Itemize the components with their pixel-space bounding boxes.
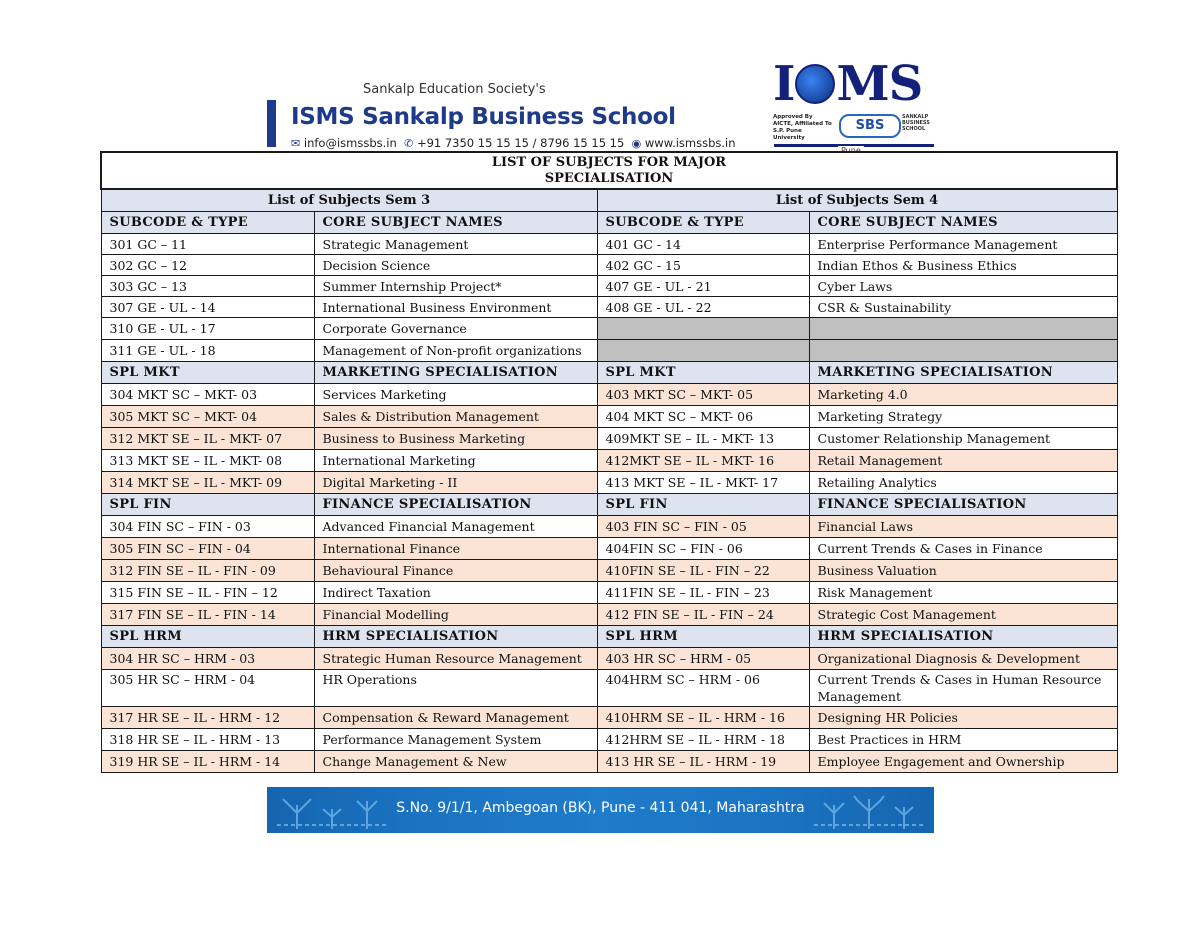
contact-website: www.ismssbs.in	[644, 136, 736, 150]
table-cell: Financial Modelling	[314, 604, 597, 626]
table-cell: 408 GE - UL - 22	[597, 297, 809, 318]
table-cell: 412HRM SE – IL - HRM - 18	[597, 729, 809, 751]
table-cell: Designing HR Policies	[809, 707, 1117, 729]
table-cell: Strategic Human Resource Management	[314, 648, 597, 670]
table-cell: Organizational Diagnosis & Development	[809, 648, 1117, 670]
table-cell: 314 MKT SE – IL - MKT- 09	[101, 472, 314, 494]
empty-cell	[597, 318, 809, 340]
contact-phone: +91 7350 15 15 15 / 8796 15 15 15	[416, 136, 625, 150]
table-cell: 304 HR SC – HRM - 03	[101, 648, 314, 670]
table-cell: Business Valuation	[809, 560, 1117, 582]
table-cell: 317 HR SE – IL - HRM - 12	[101, 707, 314, 729]
table-row	[101, 516, 1117, 538]
column-header: SUBCODE & TYPE	[597, 212, 809, 234]
section-header-cell: HRM SPECIALISATION	[314, 626, 597, 648]
table-cell: Compensation & Reward Management	[314, 707, 597, 729]
table-cell: Decision Science	[314, 255, 597, 276]
table-cell: Enterprise Performance Management	[809, 234, 1117, 255]
table-cell: Strategic Cost Management	[809, 604, 1117, 626]
table-cell: 413 MKT SE – IL - MKT- 17	[597, 472, 809, 494]
table-row	[101, 707, 1117, 729]
table-cell: Corporate Governance	[314, 318, 597, 340]
empty-cell	[809, 318, 1117, 340]
section-header-cell: SPL FIN	[101, 494, 314, 516]
table-cell: 402 GC - 15	[597, 255, 809, 276]
table-cell: 404FIN SC – FIN - 06	[597, 538, 809, 560]
table-cell: Sales & Distribution Management	[314, 406, 597, 428]
subjects-table	[100, 151, 1118, 773]
footer-right-decoration-icon	[814, 791, 924, 831]
table-cell: Management of Non-profit organizations	[314, 340, 597, 362]
table-title-row	[101, 152, 1117, 189]
email-icon: ✉	[291, 137, 301, 150]
table-cell: 412 FIN SE – IL - FIN – 24	[597, 604, 809, 626]
table-cell: 301 GC – 11	[101, 234, 314, 255]
sem3-heading: List of Subjects Sem 3	[101, 189, 597, 212]
section-header-hrm	[101, 626, 1117, 648]
table-title-line2: SPECIALISATION	[544, 171, 674, 186]
table-cell: 312 FIN SE – IL - FIN - 09	[101, 560, 314, 582]
section-header-cell: FINANCE SPECIALISATION	[314, 494, 597, 516]
table-cell: Advanced Financial Management	[314, 516, 597, 538]
table-cell: 313 MKT SE – IL - MKT- 08	[101, 450, 314, 472]
table-row	[101, 604, 1117, 626]
table-row	[101, 406, 1117, 428]
table-row	[101, 234, 1117, 255]
section-header-cell: SPL MKT	[597, 362, 809, 384]
table-cell: International Finance	[314, 538, 597, 560]
table-row	[101, 582, 1117, 604]
table-row	[101, 538, 1117, 560]
table-cell: 403 HR SC – HRM - 05	[597, 648, 809, 670]
table-row	[101, 255, 1117, 276]
isms-logo	[770, 56, 938, 155]
table-cell: Current Trends & Cases in Finance	[809, 538, 1117, 560]
table-cell: Business to Business Marketing	[314, 428, 597, 450]
table-row	[101, 276, 1117, 297]
table-row	[101, 472, 1117, 494]
table-cell: Current Trends & Cases in Human Resource Management	[809, 670, 1117, 707]
table-row	[101, 729, 1117, 751]
semester-row	[101, 189, 1117, 212]
table-cell: 403 FIN SC – FIN - 05	[597, 516, 809, 538]
table-cell: 305 MKT SC – MKT- 04	[101, 406, 314, 428]
school-name: ISMS Sankalp Business School	[291, 104, 676, 130]
table-cell: 412MKT SE – IL - MKT- 16	[597, 450, 809, 472]
table-row	[101, 428, 1117, 450]
table-row	[101, 670, 1117, 707]
section-header-cell: FINANCE SPECIALISATION	[809, 494, 1117, 516]
table-cell: 305 HR SC – HRM - 04	[101, 670, 314, 707]
section-header-mkt	[101, 362, 1117, 384]
section-header-cell: MARKETING SPECIALISATION	[809, 362, 1117, 384]
section-header-cell: SPL FIN	[597, 494, 809, 516]
section-header-cell: HRM SPECIALISATION	[809, 626, 1117, 648]
section-header-cell: SPL HRM	[101, 626, 314, 648]
table-cell: 404 MKT SC – MKT- 06	[597, 406, 809, 428]
table-cell: Marketing 4.0	[809, 384, 1117, 406]
logo-wordmark: I MS	[773, 56, 923, 112]
table-row	[101, 297, 1117, 318]
table-cell: Retail Management	[809, 450, 1117, 472]
phone-icon: ✆	[404, 137, 414, 150]
column-header: CORE SUBJECT NAMES	[809, 212, 1117, 234]
table-cell: Best Practices in HRM	[809, 729, 1117, 751]
table-cell: Change Management & New	[314, 751, 597, 773]
sem4-heading: List of Subjects Sem 4	[597, 189, 1117, 212]
table-cell: Customer Relationship Management	[809, 428, 1117, 450]
table-cell: Performance Management System	[314, 729, 597, 751]
contact-line	[291, 136, 736, 150]
table-cell: Behavioural Finance	[314, 560, 597, 582]
globe-icon: ◉	[631, 137, 642, 150]
table-cell: 409MKT SE – IL - MKT- 13	[597, 428, 809, 450]
table-cell: 410HRM SE – IL - HRM - 16	[597, 707, 809, 729]
table-cell: Marketing Strategy	[809, 406, 1117, 428]
table-cell: Services Marketing	[314, 384, 597, 406]
table-cell: 310 GE - UL - 17	[101, 318, 314, 340]
logo-sbs-subtitle: SANKALP BUSINESS SCHOOL	[902, 114, 930, 132]
table-cell: 305 FIN SC – FIN - 04	[101, 538, 314, 560]
table-cell: 319 HR SE – IL - HRM - 14	[101, 751, 314, 773]
table-cell: International Business Environment	[314, 297, 597, 318]
footer-banner	[267, 787, 934, 833]
table-cell: 315 FIN SE – IL - FIN – 12	[101, 582, 314, 604]
logo-approved-text: Approved By AICTE, Affiliated To S.P. Pune University	[773, 114, 832, 141]
table-cell: HR Operations	[314, 670, 597, 707]
table-title-line1: LIST OF SUBJECTS FOR MAJOR	[491, 155, 727, 170]
letterhead-accent-bar	[267, 100, 276, 147]
table-cell: 307 GE - UL - 14	[101, 297, 314, 318]
table-cell: 311 GE - UL - 18	[101, 340, 314, 362]
section-header-cell: SPL MKT	[101, 362, 314, 384]
table-cell: Indirect Taxation	[314, 582, 597, 604]
table-cell: 410FIN SE – IL - FIN – 22	[597, 560, 809, 582]
logo-sbs-badge: SBS	[839, 114, 901, 138]
table-row	[101, 318, 1117, 340]
table-cell: Employee Engagement and Ownership	[809, 751, 1117, 773]
table-cell: 312 MKT SE – IL - MKT- 07	[101, 428, 314, 450]
table-cell: 413 HR SE – IL - HRM - 19	[597, 751, 809, 773]
table-row	[101, 340, 1117, 362]
table-title	[101, 152, 1117, 189]
table-cell: 317 FIN SE – IL - FIN - 14	[101, 604, 314, 626]
table-cell: 401 GC - 14	[597, 234, 809, 255]
contact-email: info@ismssbs.in	[303, 136, 397, 150]
table-cell: 403 MKT SC – MKT- 05	[597, 384, 809, 406]
table-cell: 302 GC – 12	[101, 255, 314, 276]
table-cell: Indian Ethos & Business Ethics	[809, 255, 1117, 276]
table-cell: Digital Marketing - II	[314, 472, 597, 494]
column-header: SUBCODE & TYPE	[101, 212, 314, 234]
table-cell: CSR & Sustainability	[809, 297, 1117, 318]
section-header-cell: SPL HRM	[597, 626, 809, 648]
society-name: Sankalp Education Society's	[363, 82, 546, 97]
table-cell: 404HRM SC – HRM - 06	[597, 670, 809, 707]
table-cell: 318 HR SE – IL - HRM - 13	[101, 729, 314, 751]
column-header: CORE SUBJECT NAMES	[314, 212, 597, 234]
table-cell: 411FIN SE – IL - FIN – 23	[597, 582, 809, 604]
table-row	[101, 751, 1117, 773]
empty-cell	[809, 340, 1117, 362]
logo-globe-icon	[795, 64, 835, 104]
table-row	[101, 648, 1117, 670]
table-cell: Strategic Management	[314, 234, 597, 255]
table-cell: Cyber Laws	[809, 276, 1117, 297]
empty-cell	[597, 340, 809, 362]
footer-address: S.No. 9/1/1, Ambegoan (BK), Pune - 411 041, Maharashtra	[396, 800, 805, 816]
column-header-row	[101, 212, 1117, 234]
table-cell: 304 MKT SC – MKT- 03	[101, 384, 314, 406]
logo-city: Pune	[838, 146, 864, 155]
table-cell: Financial Laws	[809, 516, 1117, 538]
table-cell: Retailing Analytics	[809, 472, 1117, 494]
table-cell: International Marketing	[314, 450, 597, 472]
table-cell: 304 FIN SC – FIN - 03	[101, 516, 314, 538]
table-cell: Summer Internship Project*	[314, 276, 597, 297]
subjects-table-wrap	[100, 151, 1116, 773]
table-row	[101, 384, 1117, 406]
table-row	[101, 450, 1117, 472]
letterhead	[267, 52, 934, 155]
section-header-cell: MARKETING SPECIALISATION	[314, 362, 597, 384]
table-cell: 407 GE - UL - 21	[597, 276, 809, 297]
table-cell: 303 GC – 13	[101, 276, 314, 297]
table-row	[101, 560, 1117, 582]
table-cell: Risk Management	[809, 582, 1117, 604]
section-header-fin	[101, 494, 1117, 516]
